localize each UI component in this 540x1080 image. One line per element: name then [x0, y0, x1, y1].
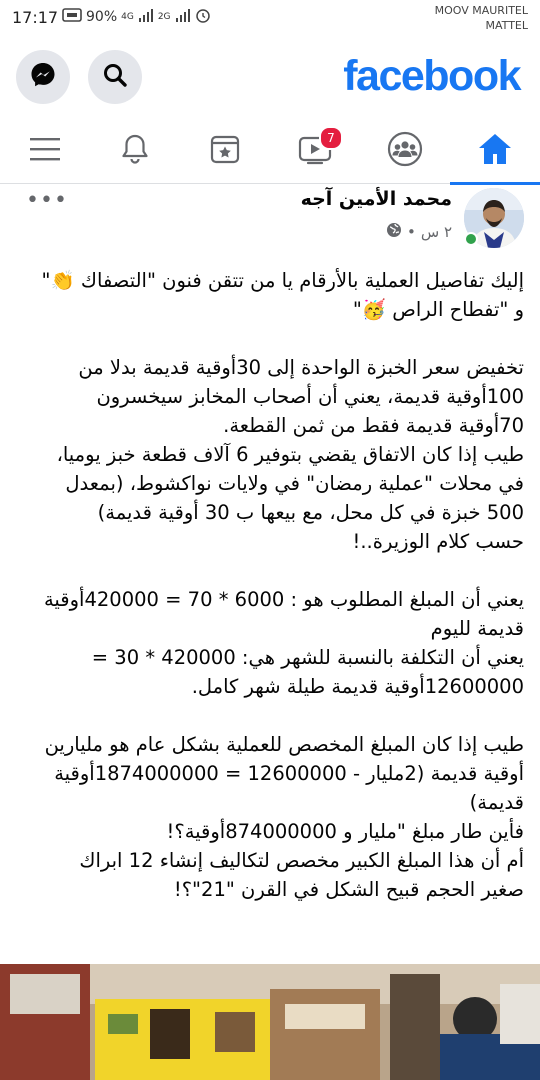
nav-home[interactable]	[450, 118, 540, 184]
screen-mirror-icon	[62, 8, 82, 26]
post-text	[18, 266, 524, 904]
facebook-logo[interactable]: facebook	[343, 52, 520, 100]
main-nav	[0, 118, 540, 184]
post-header	[0, 186, 540, 250]
hamburger-icon	[28, 135, 62, 167]
nav-watch[interactable]	[270, 118, 360, 184]
nav-pages[interactable]	[180, 118, 270, 184]
system-icons	[62, 6, 211, 28]
nav-notifications[interactable]	[90, 118, 180, 184]
globe-icon	[386, 222, 402, 242]
alarm-icon	[195, 7, 211, 27]
status-time: 17:17	[12, 8, 59, 27]
flag-star-icon	[208, 132, 242, 170]
status-bar	[0, 0, 540, 36]
bell-icon	[118, 132, 152, 170]
post-meta	[386, 222, 452, 242]
post-paragraph-1: إليك تفاصيل العملية بالأرقام يا من تتقن فنون "التصفاك 👏" و "تفطاح الراص 🥳"	[41, 269, 524, 321]
post-paragraph-2: تخفيض سعر الخبزة الواحدة إلى 30أوقية قديمة بدلا من 100أوقية قديمة، يعني أن أصحاب المخابز سيخسرون 70أوقية قديمة فقط من ثمن القطعة. طيب إذا كان الاتفاق يقضي بتوفير 6 آلاف قطعة خبز يوميا، في محلات "عملية رمضان" في ولايات نواكشوط، (بمعدل 500 خبزة في كل محل، مع بيعها ب 30 أوقية قديمة) حسب كلام الوزيرة..!	[56, 356, 524, 553]
messenger-icon	[29, 61, 57, 93]
post-author-name[interactable]: محمد الأمين آجه	[300, 188, 452, 210]
app-header	[0, 36, 540, 116]
home-icon	[476, 131, 514, 171]
battery-level: 90%	[86, 9, 118, 25]
post-image[interactable]	[0, 964, 540, 1080]
search-button[interactable]	[88, 50, 142, 104]
carrier-name: MOOV MAURITEL MATTEL	[434, 4, 528, 32]
post-time[interactable]: ٢ س	[420, 223, 452, 241]
post-paragraph-4: طيب إذا كان المبلغ المخصص للعملية بشكل عام هو مليارين أوقية قديمة (2مليار - 12600000 = 1874000000أوقية قديمة) فأين طار مبلغ "مليار و 874000000أوقية؟! أم أن هذا المبلغ الكبير مخصص لتكاليف إنشاء 12 ابراك صغير الحجم قبيح الشكل في القرن "21"؟!	[44, 733, 524, 901]
network-type-2: 2G	[157, 12, 171, 22]
nav-groups[interactable]	[360, 118, 450, 184]
more-options-button[interactable]: •••	[26, 188, 68, 213]
signal-icon	[138, 8, 154, 26]
nav-menu[interactable]	[0, 118, 90, 184]
groups-icon	[387, 131, 423, 171]
watch-badge: 7	[319, 126, 343, 150]
network-type-1: 4G	[121, 12, 134, 22]
post-paragraph-3: يعني أن المبلغ المطلوب هو : 6000 * 70 = 420000أوقية قديمة لليوم يعني أن التكلفة بالنسبة للشهر هي: 420000 * 30 = 12600000أوقية قديمة طيلة شهر كامل.	[43, 588, 524, 698]
search-icon	[102, 62, 128, 92]
online-status-dot	[464, 232, 478, 246]
messenger-button[interactable]	[16, 50, 70, 104]
meta-separator: •	[406, 223, 416, 241]
signal-icon-2	[175, 8, 191, 26]
